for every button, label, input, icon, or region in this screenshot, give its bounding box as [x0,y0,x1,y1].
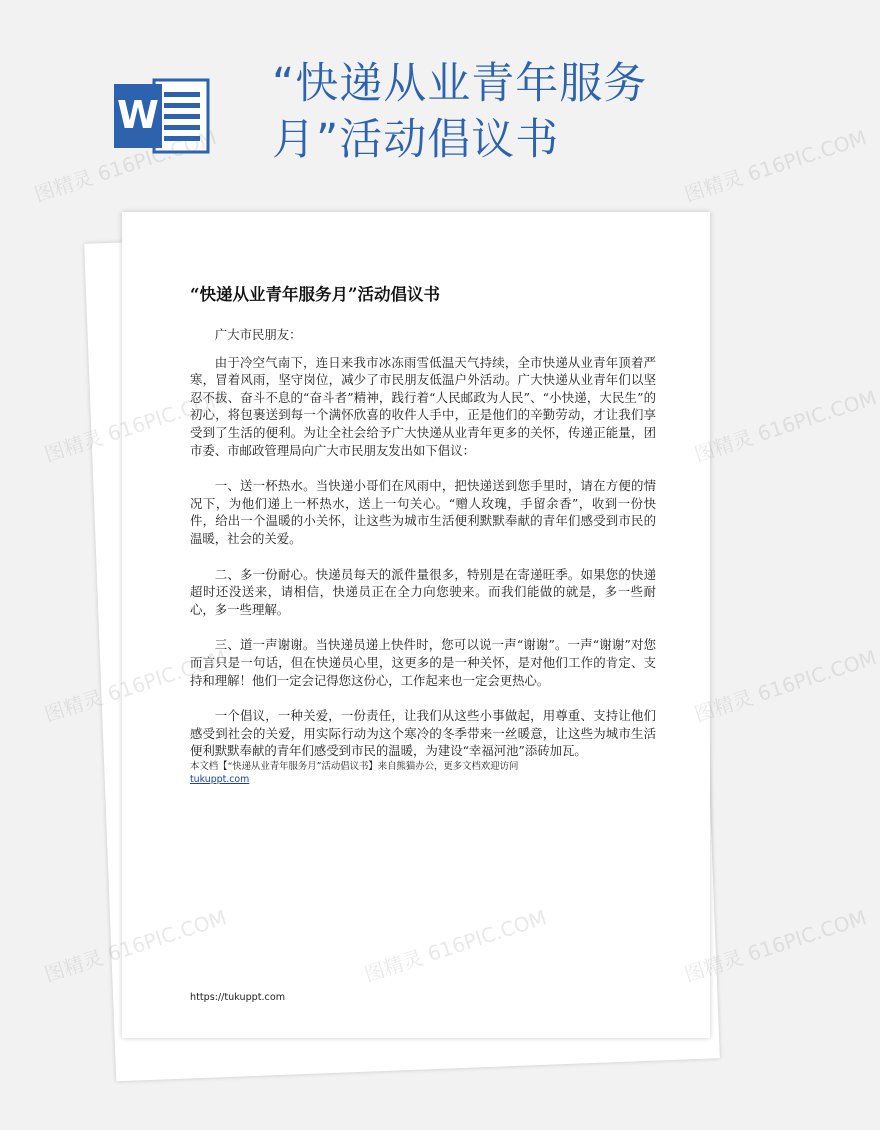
document-body [190,326,656,760]
source-note [190,760,656,786]
header-title: “快递从业青年服务月”活动倡议书 [272,59,648,165]
paragraph-intro: 由于冷空气南下，连日来我市冰冻雨雪低温天气持续，全市快递从业青年顶着严寒，冒着风雨，坚守岗位，减少了市民朋友低温户外活动。广大快递从业青年们以坚忍不拔、奋斗不息的“奋斗者”精神，践行着“人民邮政为人民”、“小快递，大民生”的初心，将包裹送到每一个满怀欣喜的收件人手中，正是他们的辛勤劳动，才让我们享受到了生活的便利。为让全社会给予广大快递从业青年更多的关怀，传递正能量，团市委、市邮政管理局向广大市民朋友发出如下倡议： [190,354,656,458]
watermark: 图精灵 [41,945,106,987]
watermark: 图精灵 616PIC.COM [681,125,870,207]
word-document-icon [114,78,210,154]
footer-url[interactable]: https://tukuppt.com [190,992,286,1003]
source-note-text: 本文档【“快递从业青年服务月”活动倡议书】来自熊猫办公，更多文档欢迎访问 [190,761,519,772]
watermark: 图精灵 [41,425,106,467]
watermark: 图精灵 [41,685,106,727]
paragraph-closing: 一个倡议，一种关爱，一份责任，让我们从这些小事做起，用尊重、支持让他们感受到社会的关爱，用实际行动为这个寒冷的冬季带来一丝暖意，让这些为城市生活便利默默奉献的青年们感受到市民的温暖，为建设“幸福河池”添砖加瓦。 [190,708,656,759]
watermark: 图精灵 616PIC.COM [31,125,220,207]
watermark: 图精灵 616PIC.COM [681,905,870,987]
document-title: “快递从业青年服务月”活动倡议书 [190,285,440,304]
greeting: 广大市民朋友： [214,327,302,342]
paragraph-hot-water: 一、送一杯热水。当快递小哥们在风雨中，把快递送到您手里时，请在方便的情况下，为他们递上一杯热水，送上一句关心。“赠人玫瑰，手留余香”，收到一份快件，给出一个温暖的小关怀，让这些为城市生活便利默默奉献的青年们感受到市民的温暖，社会的关爱。 [190,478,656,546]
paragraph-thanks: 三、道一声谢谢。当快递员递上快件时，您可以说一声“谢谢”。一声“谢谢”对您而言只是一句话，但在快递员心里，这更多的是一种关怀，是对他们工作的肯定、支持和理解！他们一定会记得您这份心，工作起来也一定会更热心。 [190,637,656,688]
paragraph-patience: 二、多一份耐心。快递员每天的派件量很多，特别是在寄递旺季。如果您的快递超时还没送来，请相信，快递员正在全力向您驶来。而我们能做的就是，多一些耐心，多一些理解。 [190,566,656,617]
word-icon-letter: W [117,93,159,137]
watermark: 图精灵 616PIC.COM [691,645,880,727]
source-link[interactable]: tukuppt.com [190,774,250,785]
watermark: 图精灵 616PIC.COM [691,385,880,467]
